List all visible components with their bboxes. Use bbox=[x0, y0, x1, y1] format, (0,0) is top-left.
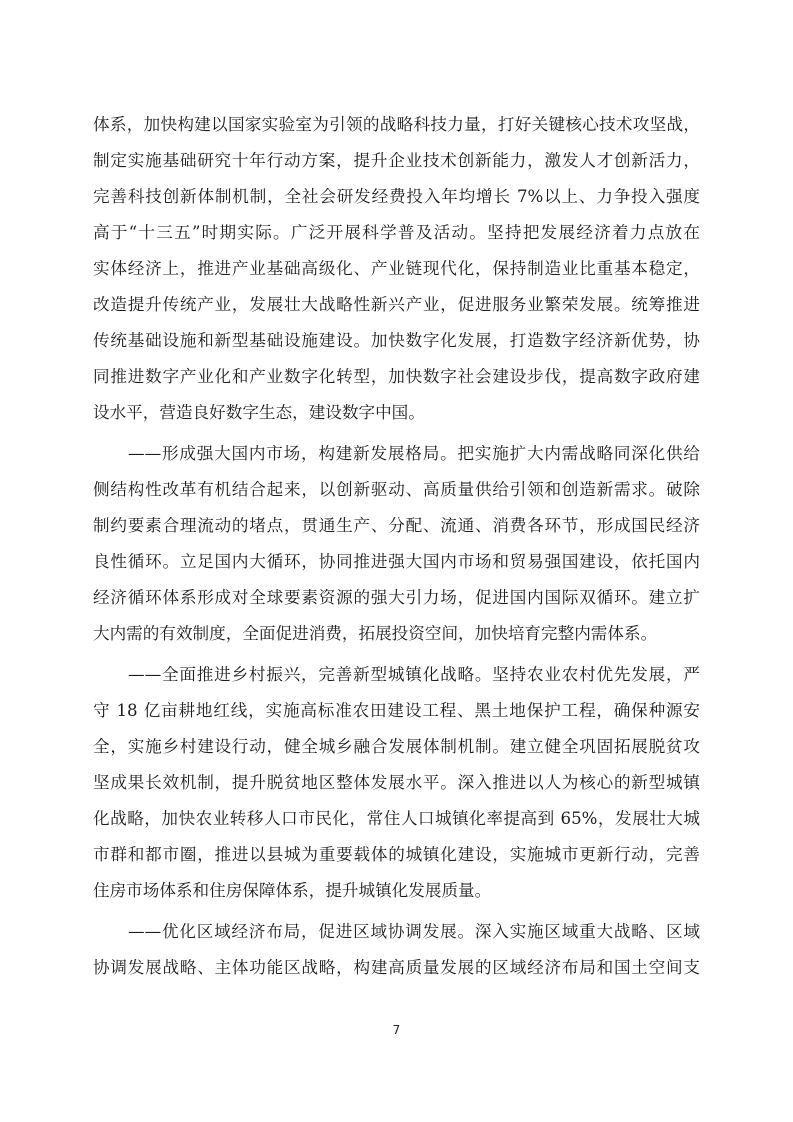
paragraph-regional-development bbox=[93, 914, 700, 986]
page-number: 7 bbox=[392, 1023, 401, 1037]
text-line: 传统基础设施和新型基础设施建设。加快数字化发展，打造数字经济新优势，协 bbox=[93, 331, 700, 350]
text-line: 协调发展战略、主体功能区战略，构建高质量发展的区域经济布局和国土空间支 bbox=[93, 958, 700, 977]
text-line: ——形成强大国内市场，构建新发展格局。把实施扩大内需战略同深化供给 bbox=[128, 444, 700, 463]
text-line: 高于“十三五”时期实际。广泛开展科学普及活动。坚持把发展经济着力点放在 bbox=[93, 223, 700, 242]
text-line: 完善科技创新体制机制，全社会研发经费投入年均增长 7%以上、力争投入强度 bbox=[93, 187, 700, 206]
text-line: 坚成果长效机制，提升脱贫地区整体发展水平。深入推进以人为核心的新型城镇 bbox=[93, 773, 700, 792]
text-line: 化战略，加快农业转移人口市民化，常住人口城镇化率提高到 65%，发展壮大城 bbox=[93, 809, 700, 828]
text-line: 侧结构性改革有机结合起来，以创新驱动、高质量供给引领和创造新需求。破除 bbox=[93, 480, 700, 499]
text-line: 良性循环。立足国内大循环，协同推进强大国内市场和贸易强国建设，依托国内 bbox=[93, 552, 700, 571]
text-line: 全，实施乡村建设行动，健全城乡融合发展体制机制。建立健全巩固拓展脱贫攻 bbox=[93, 737, 700, 756]
text-line: 同推进数字产业化和产业数字化转型，加快数字社会建设步伐，提高数字政府建 bbox=[93, 367, 700, 386]
text-line: 实体经济上，推进产业基础高级化、产业链现代化，保持制造业比重基本稳定， bbox=[93, 259, 700, 278]
paragraph-science-technology bbox=[93, 107, 700, 431]
text-line: 体系，加快构建以国家实验室为引领的战略科技力量，打好关键核心技术攻坚战， bbox=[93, 115, 700, 134]
text-line: 市群和都市圈，推进以县城为重要载体的城镇化建设，实施城市更新行动，完善 bbox=[93, 845, 700, 864]
text-line: 设水平，营造良好数字生态，建设数字中国。 bbox=[93, 403, 425, 422]
text-line: 制定实施基础研究十年行动方案，提升企业技术创新能力，激发人才创新活力， bbox=[93, 151, 700, 170]
text-line: 经济循环体系形成对全球要素资源的强大引力场，促进国内国际双循环。建立扩 bbox=[93, 588, 700, 607]
text-line: ——优化区域经济布局，促进区域协调发展。深入实施区域重大战略、区域 bbox=[128, 922, 700, 941]
text-line: 大内需的有效制度，全面促进消费，拓展投资空间，加快培育完整内需体系。 bbox=[93, 624, 658, 643]
paragraph-domestic-market bbox=[93, 436, 700, 652]
text-line: 守 18 亿亩耕地红线，实施高标准农田建设工程、黑土地保护工程，确保种源安 bbox=[93, 701, 700, 720]
text-line: 改造提升传统产业，发展壮大战略性新兴产业，促进服务业繁荣发展。统筹推进 bbox=[93, 295, 700, 314]
text-line: 制约要素合理流动的堵点，贯通生产、分配、流通、消费各环节，形成国民经济 bbox=[93, 516, 700, 535]
paragraph-rural-revitalization bbox=[93, 657, 700, 909]
text-line: 住房市场体系和住房保障体系，提升城镇化发展质量。 bbox=[93, 881, 492, 900]
body-text bbox=[93, 107, 700, 991]
text-line: ——全面推进乡村振兴，完善新型城镇化战略。坚持农业农村优先发展，严 bbox=[128, 665, 700, 684]
